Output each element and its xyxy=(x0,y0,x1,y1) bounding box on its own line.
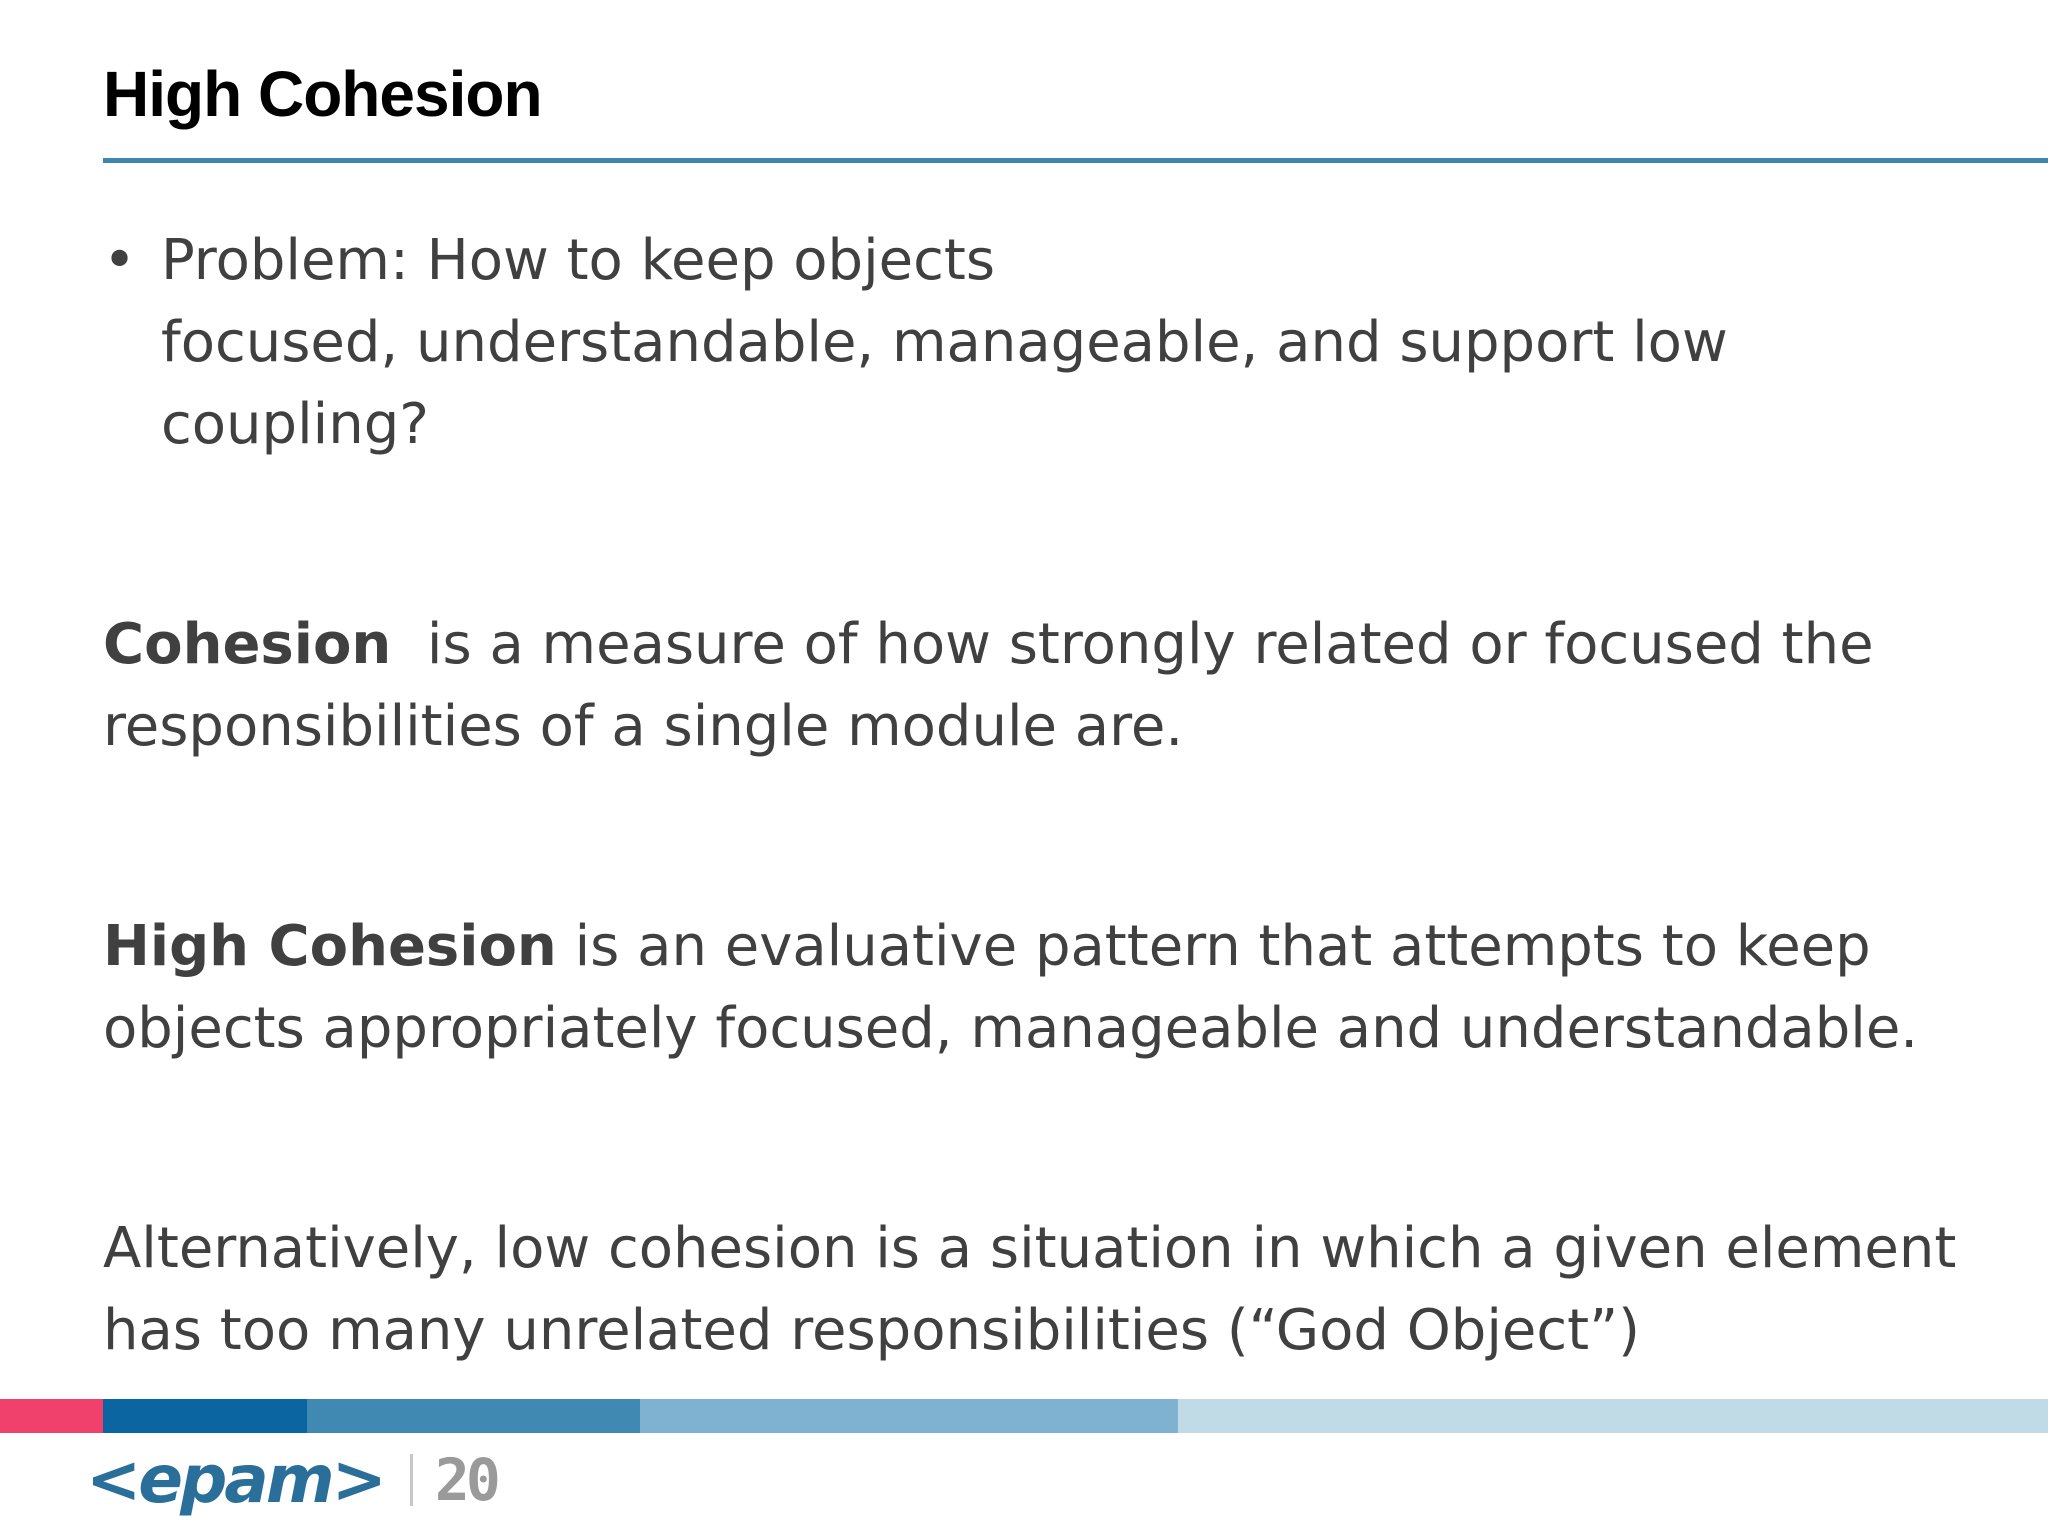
cohesion-term: Cohesion xyxy=(103,612,392,677)
bullet-item xyxy=(103,220,1983,466)
slide-title: High Cohesion xyxy=(103,58,542,130)
title-divider xyxy=(103,158,2048,163)
logo-separator xyxy=(410,1454,413,1506)
stripe-segment-light-blue xyxy=(640,1399,1178,1433)
cohesion-definition xyxy=(103,604,1983,768)
low-cohesion-note: Alternatively, low cohesion is a situation in which a given element has too many unrelated responsibilities (“God Object”) xyxy=(103,1216,1957,1363)
footer-color-stripe xyxy=(0,1399,2048,1433)
bullet-line-2: focused, understandable, manageable, and support low xyxy=(161,310,1728,375)
stripe-segment-blue xyxy=(307,1399,640,1433)
bullet-icon: • xyxy=(103,228,137,293)
epam-logo: <epam> xyxy=(86,1441,384,1518)
stripe-segment-pale-blue xyxy=(1178,1399,2048,1433)
bullet-line-1: Problem: How to keep objects xyxy=(161,228,996,293)
high-cohesion-text: is an evaluative pattern that attempts to keep objects appropriately focused, manageable and understandable. xyxy=(103,914,1919,1061)
high-cohesion-term: High Cohesion xyxy=(103,914,557,979)
cohesion-text: is a measure of how strongly related or focused the responsibilities of a single module are. xyxy=(103,612,1874,759)
stripe-segment-dark-blue xyxy=(103,1399,307,1433)
bullet-line-3: coupling? xyxy=(161,392,429,457)
high-cohesion-definition xyxy=(103,906,1983,1070)
page-number: 20 xyxy=(434,1446,497,1514)
footer-logo-area xyxy=(86,1440,497,1520)
stripe-segment-pink xyxy=(0,1399,103,1433)
slide-content xyxy=(103,220,1983,1363)
